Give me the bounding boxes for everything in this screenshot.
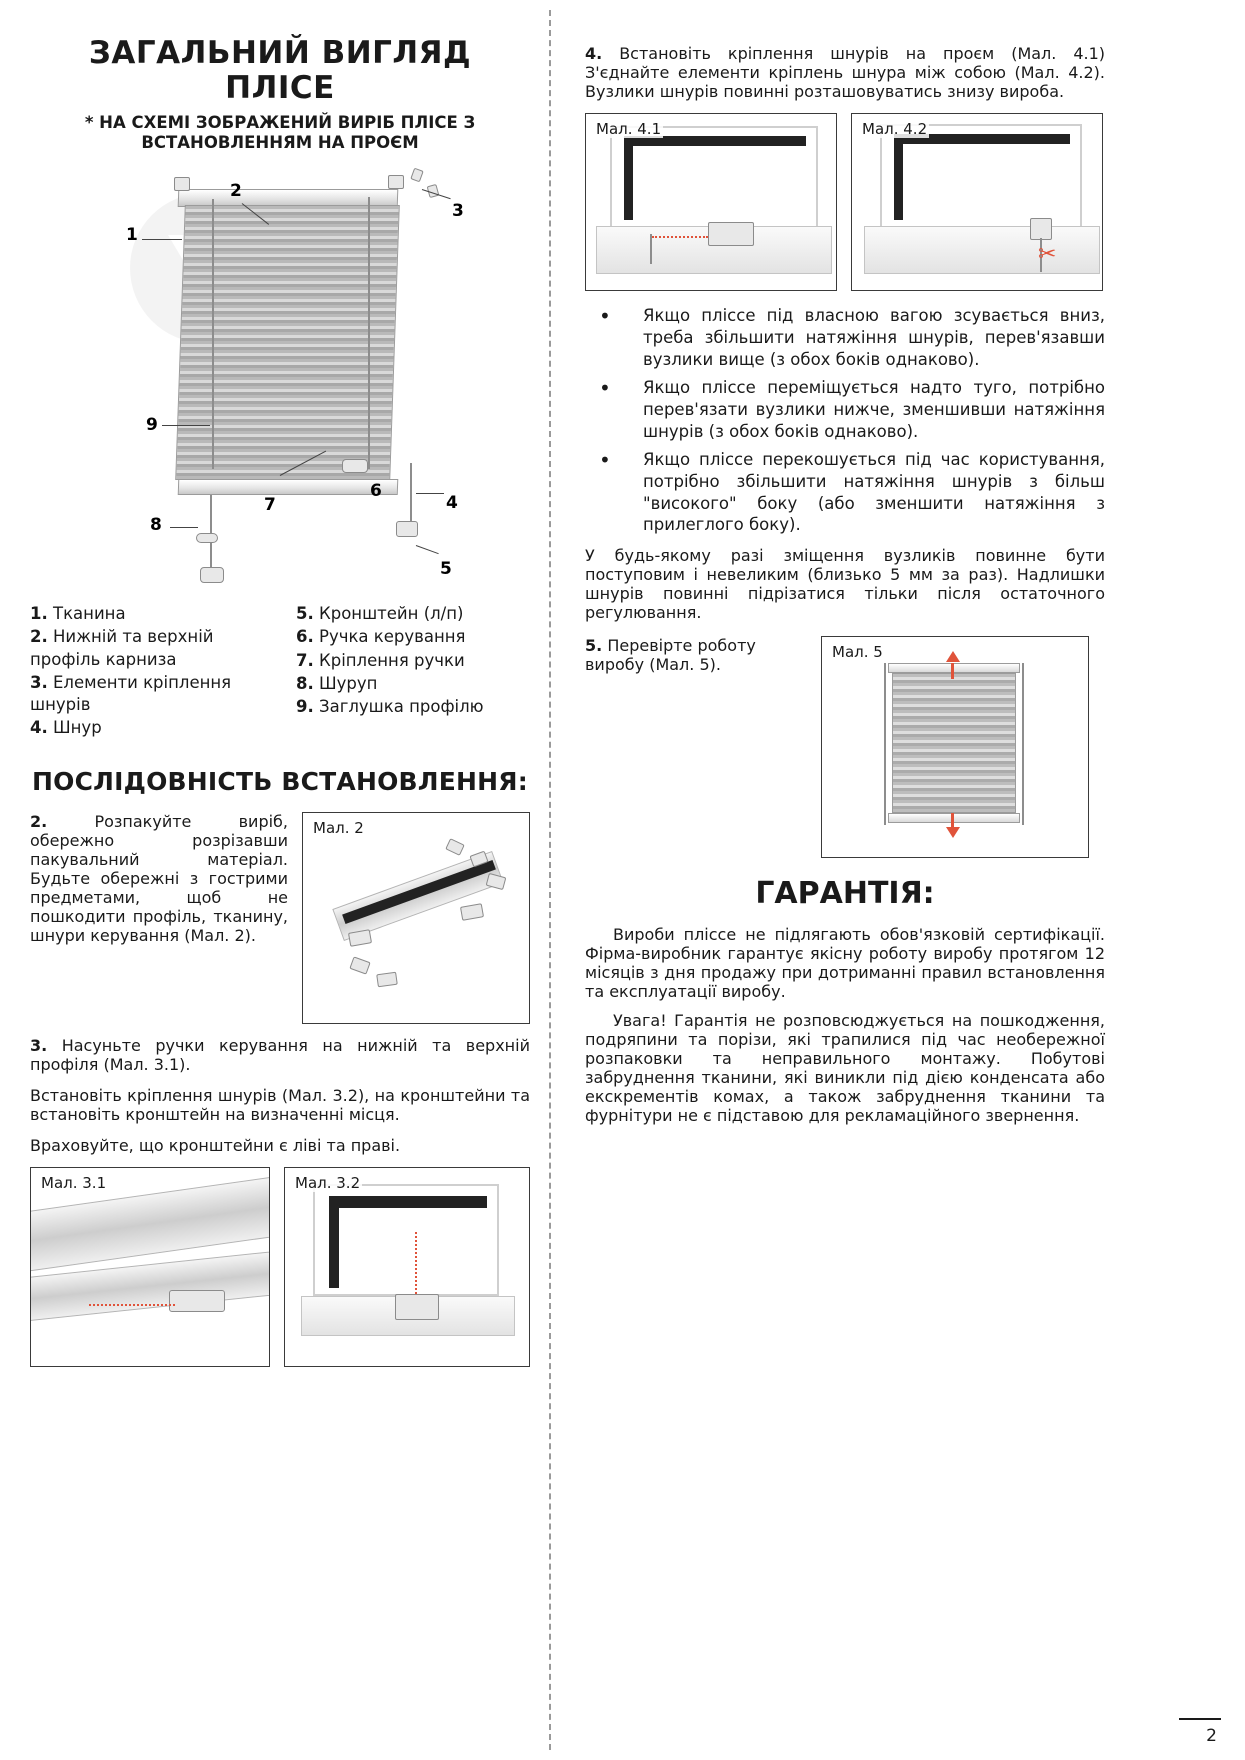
callout-5: 5 [440,559,452,580]
guide-dotvert-32 [415,1232,417,1294]
part-graphic-d [460,903,484,921]
step-2-text: Розпакуйте виріб, обережно розрізавши пакувальний матеріал. Будьте обережні з гострими предметами, щоб не пошкодити профіль, тканину, шнури керування (Мал. 2). [30,811,288,945]
bullet-item: • Якщо пліссе під власною вагою зсувається вниз, треба збільшити натяжіння шнурів, перев'язавши вузлики вище (з обох боків однаково). [585,305,1105,371]
legend-label: Ручка керування [319,627,466,647]
callout-6: 6 [370,481,382,502]
callout-4: 4 [446,493,458,514]
legend-item [296,696,526,718]
legend-number: 4. [30,718,48,738]
callout-9: 9 [146,415,158,436]
step-2-block [30,812,530,1024]
legend-item [296,650,526,672]
legend-number: 3. [30,672,48,692]
legend [30,603,530,741]
callout-line-1 [142,239,182,240]
installation-section-title: ПОСЛІДОВНІСТЬ ВСТАНОВЛЕННЯ: [32,766,528,796]
cord-left-graphic-5 [884,663,886,825]
adjustment-note: У будь-якому разі зміщення вузликів повинне бути поступовим і невеликим (близько 5 мм за раз). Надлишки шнурів повинні підрізатися тільки після остаточного регулювання. [585,546,1105,623]
legend-label: Нижній та верхній профіль карниза [30,627,214,669]
step-4-number: 4. [585,44,603,63]
bullet-item: • Якщо пліссе переміщується надто туго, потрібно перев'язати вузлики нижче, зменшивши натяжіння шнурів (з обох боків однаково). [585,377,1105,443]
callout-1: 1 [126,225,138,246]
legend-number: 1. [30,604,48,624]
warranty-paragraph-2: Увага! Гарантія не розповсюджується на пошкодження, подряпини та порізи, які трапилися під час необережної розпаковки та неправильного монтажу. Побутові забруднення тканини, які виникли під дією конденсата або екскрементів комах, а також забруднення тканини та фурнітури не є підставою для рекламаційного звернення. [585,1011,1105,1126]
callout-line-8 [170,527,198,528]
step-2-number: 2. [30,811,48,831]
legend-item [30,672,268,717]
legend-item [30,626,268,671]
step-5-block [585,636,1105,858]
legend-number: 7. [296,650,314,670]
legend-item [296,626,526,648]
arrow-up-stem [951,663,954,679]
bottom-profile-graphic [178,479,399,495]
right-column [585,44,1105,1135]
callout-3: 3 [452,201,464,222]
adjustment-bullets [585,305,1105,536]
legend-item [296,603,526,625]
top-rail-graphic-5 [888,663,1020,673]
cord-right-graphic [368,197,370,469]
legend-item [296,673,526,695]
figure-3-2-caption: Мал. 3.2 [295,1173,361,1192]
handle-graphic-mid [342,459,368,473]
bracket-graphic-top-right [388,175,404,189]
clip-graphic-a [410,168,424,183]
step-3-text-2: Встановіть кріплення шнурів (Мал. 3.2), на кронштейни та встановіть кронштейн на визначенні місця. [30,1085,530,1124]
legend-label: Кріплення ручки [319,650,465,670]
figure-4-2-caption: Мал. 4.2 [862,120,928,138]
legend-item [30,717,268,739]
part-graphic-f [349,956,370,974]
step-4-text: Встановіть кріплення шнурів на проєм (Мал. 4.1) З'єднайте елементи кріплень шнура між собою (Мал. 4.2). Вузлики шнурів повинні розташовуватись знизу виробa. [585,44,1106,101]
figure-row-3 [30,1167,530,1367]
scissors-icon: ✂ [1038,242,1057,267]
part-graphic-a [445,838,465,856]
step-2-text-wrap [30,812,288,945]
window-glass-graphic-32 [329,1196,487,1208]
figure-5 [821,636,1089,858]
figure-row-4 [585,113,1105,291]
arrow-up-icon [946,651,960,662]
legend-label: Шуруп [319,673,378,693]
warranty-paragraph-1: Вироби пліссе не підлягають обов'язковій сертифікації. Фірма-виробник гарантує якісну роботу виробу протягом 12 місяців з дня продажу при дотриманні правил встановлення та експлуатації виробу. [585,925,1105,1002]
callout-line-4 [416,493,444,494]
page-number: 2 [1206,1726,1217,1746]
window-reveal-graphic-41 [624,136,633,220]
legend-item [30,603,268,625]
legend-column-2 [296,603,526,741]
legend-number: 5. [296,604,314,624]
window-sill-graphic-42 [864,226,1100,274]
step-3-number: 3. [30,1035,48,1055]
legend-number: 8. [296,673,314,693]
handle-graphic-31 [169,1290,225,1312]
legend-label: Елементи кріплення шнурів [30,672,232,715]
warranty-title: ГАРАНТІЯ: [755,876,935,912]
legend-number: 2. [30,627,48,647]
cord-lower-right-graphic [410,463,412,523]
bracket-graphic-bottom [396,521,418,537]
bottom-rail-graphic-5 [888,813,1020,823]
figure-3-2 [284,1167,530,1367]
step-5-text-wrap [585,636,807,674]
overview-diagram [30,163,530,593]
page-subtitle: * НА СХЕМІ ЗОБРАЖЕНИЙ ВИРІБ ПЛІСЕ З ВСТАНОВЛЕННЯМ НА ПРОЄМ [84,113,476,153]
pleated-fabric-graphic-5 [892,673,1016,813]
step-3-text-3: Враховуйте, що кронштейни є ліві та праві. [30,1135,401,1155]
legend-number: 6. [296,627,314,647]
bullet-item: • Якщо пліссе перекошується під час користування, потрібно збільшити натяжіння шнурів з більш "високого" боку (або зменшити натяжіння з прилеглого боку). [585,449,1105,537]
figure-4-2 [851,113,1103,291]
step-5-text: Перевірте роботу виробу (Мал. 5). [585,636,756,675]
part-graphic-e [348,929,372,947]
step-3-block [30,1036,530,1074]
step-5-number: 5. [585,636,603,656]
cord-mount-graphic-42 [1030,218,1052,240]
legend-number: 9. [296,697,314,717]
window-reveal-graphic-32 [329,1196,339,1288]
step-4-block [585,44,1105,101]
legend-label: Кронштейн (л/п) [319,604,464,624]
arrow-down-stem [951,813,954,829]
cord-left-graphic [212,199,214,469]
cord-mount-graphic-41 [708,222,754,246]
screw-graphic [196,533,218,543]
figure-3-1-caption: Мал. 3.1 [41,1173,107,1192]
callout-8: 8 [150,515,162,536]
legend-label: Заглушка профілю [319,697,484,717]
figure-4-1-caption: Мал. 4.1 [596,120,662,138]
legend-label: Тканина [53,604,126,624]
step-3-text: Насуньте ручки керування на нижній та верхній профіля (Мал. 3.1). [30,1035,530,1074]
legend-label: Шнур [53,718,102,738]
column-divider [549,10,551,1750]
handle-graphic-bottom [200,567,224,583]
guide-dotline-41 [652,236,708,238]
callout-line-9 [162,425,210,426]
figure-2 [302,812,530,1024]
callout-7: 7 [264,495,276,516]
callout-line-5 [416,545,439,554]
bracket-graphic-top-left [174,177,190,191]
figure-5-caption: Мал. 5 [832,643,883,662]
part-graphic-g [376,971,398,987]
figure-2-caption: Мал. 2 [313,818,364,837]
cord-right-graphic-5 [1022,663,1024,825]
pleated-fabric-graphic [175,205,400,480]
figure-4-1 [585,113,837,291]
left-column [30,36,530,1367]
page-title: ЗАГАЛЬНИЙ ВИГЛЯД ПЛІСЕ [88,35,472,106]
cord-graphic-41 [650,234,652,264]
legend-column-1 [30,603,268,741]
callout-2: 2 [230,181,242,202]
window-reveal-graphic-42 [894,134,903,220]
guide-dotline-31 [89,1304,175,1306]
footer-rule [1179,1718,1221,1720]
figure-3-1 [30,1167,270,1367]
bracket-graphic-32 [395,1294,439,1320]
